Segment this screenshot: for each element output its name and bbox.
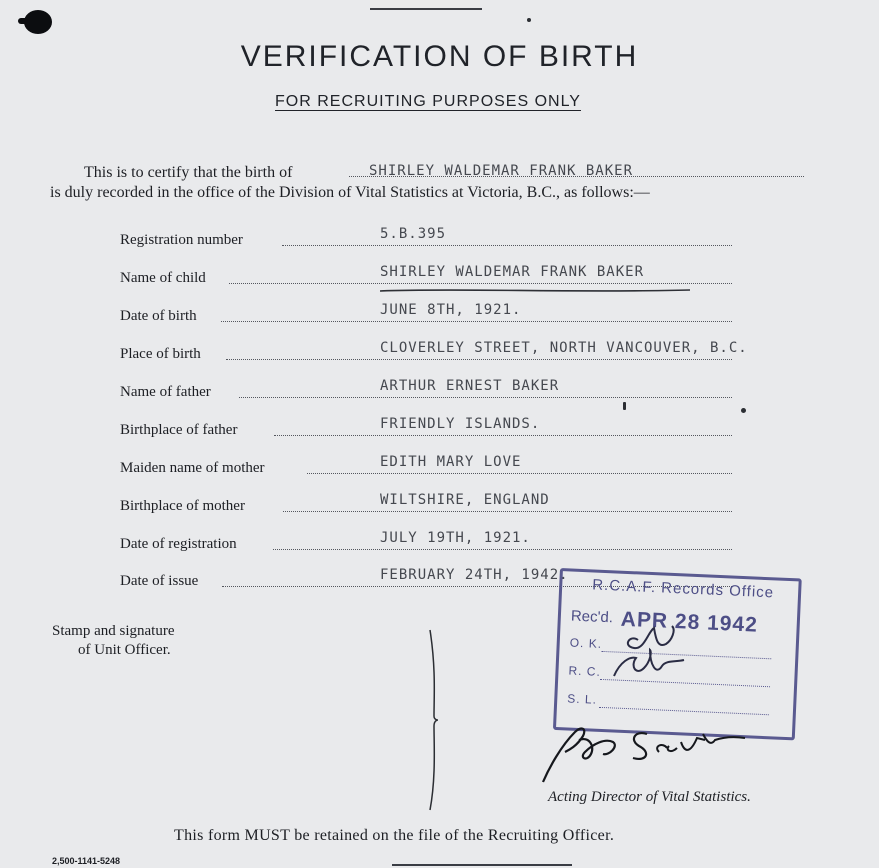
- field-label: Maiden name of mother: [120, 460, 265, 476]
- field-date-of-birth: [0, 302, 879, 338]
- field-label: Name of child: [120, 270, 206, 286]
- signatory-title: Acting Director of Vital Statistics.: [548, 789, 751, 805]
- field-birthplace-of-mother: [0, 492, 879, 528]
- field-value: EDITH MARY LOVE: [380, 454, 522, 470]
- hole-punch-mark: [24, 10, 52, 34]
- field-maiden-name-of-mother: [0, 454, 879, 490]
- field-value: FEBRUARY 24TH, 1942.: [380, 567, 569, 583]
- certified-name-field: [349, 163, 804, 179]
- stamp-received-label: Rec'd.: [570, 607, 614, 627]
- field-value: JULY 19TH, 1921.: [380, 530, 531, 546]
- dotted-line: [307, 472, 732, 474]
- certification-line-1: This is to certify that the birth of: [84, 164, 293, 181]
- field-label: Registration number: [120, 232, 243, 248]
- field-value: FRIENDLY ISLANDS.: [380, 416, 541, 432]
- certification-line-2: is duly recorded in the office of the Division of Vital Statistics at Victoria, B.C., as follows:—: [50, 184, 650, 201]
- stamp-ok-label: O. K.: [569, 635, 603, 651]
- field-label: Birthplace of father: [120, 422, 238, 438]
- dotted-line: [221, 320, 732, 322]
- dotted-line: [273, 548, 732, 550]
- field-name-of-father: [0, 378, 879, 414]
- form-number: 2,500-1141-5248: [52, 856, 121, 866]
- field-label: Date of issue: [120, 573, 199, 589]
- field-label: Place of birth: [120, 346, 201, 362]
- field-value: WILTSHIRE, ENGLAND: [380, 492, 550, 508]
- field-value: SHIRLEY WALDEMAR FRANK BAKER: [380, 264, 645, 280]
- field-value: JUNE 8TH, 1921.: [380, 302, 522, 318]
- brace-bracket: [426, 628, 442, 812]
- dotted-line: [229, 282, 732, 284]
- bottom-rule: [392, 864, 572, 866]
- stamp-received-date: APR 28 1942: [620, 607, 759, 637]
- dotted-line: [239, 396, 732, 398]
- handwritten-underline: [378, 286, 698, 294]
- document-subtitle: FOR RECRUITING PURPOSES ONLY: [275, 93, 581, 110]
- field-label: Name of father: [120, 384, 211, 400]
- certified-child-name: SHIRLEY WALDEMAR FRANK BAKER: [369, 163, 634, 179]
- unit-officer-label-line-2: of Unit Officer.: [78, 642, 171, 658]
- stamp-sl-label: S. L.: [567, 691, 598, 707]
- stamp-heading: R.C.A.F. Records Office: [591, 576, 775, 602]
- director-signature: [535, 716, 755, 786]
- field-label: Birthplace of mother: [120, 498, 245, 514]
- field-value: ARTHUR ERNEST BAKER: [380, 378, 560, 394]
- unit-officer-label-line-1: Stamp and signature: [52, 623, 175, 639]
- field-name-of-child: [0, 264, 879, 300]
- unit-officer-block: [52, 622, 174, 660]
- dotted-line: [282, 244, 732, 246]
- handwritten-initials: [600, 606, 720, 686]
- dotted-line: [599, 707, 769, 715]
- stamp-rc-label: R. C.: [568, 663, 602, 679]
- retention-note: This form MUST be retained on the file of the Recruiting Officer.: [174, 827, 615, 844]
- ink-speck: [527, 18, 531, 22]
- dotted-line: [283, 510, 732, 512]
- field-value: 5.B.395: [380, 226, 447, 242]
- top-rule: [370, 8, 482, 10]
- document-title: VERIFICATION OF BIRTH: [240, 40, 639, 73]
- field-birthplace-of-father: [0, 416, 879, 452]
- field-value: CLOVERLEY STREET, NORTH VANCOUVER, B.C.: [380, 340, 748, 356]
- field-label: Date of registration: [120, 536, 237, 552]
- field-registration-number: [0, 226, 879, 262]
- field-date-of-registration: [0, 530, 879, 566]
- dotted-line: [226, 358, 732, 360]
- field-place-of-birth: [0, 340, 879, 376]
- dotted-line: [274, 434, 732, 436]
- field-label: Date of birth: [120, 308, 197, 324]
